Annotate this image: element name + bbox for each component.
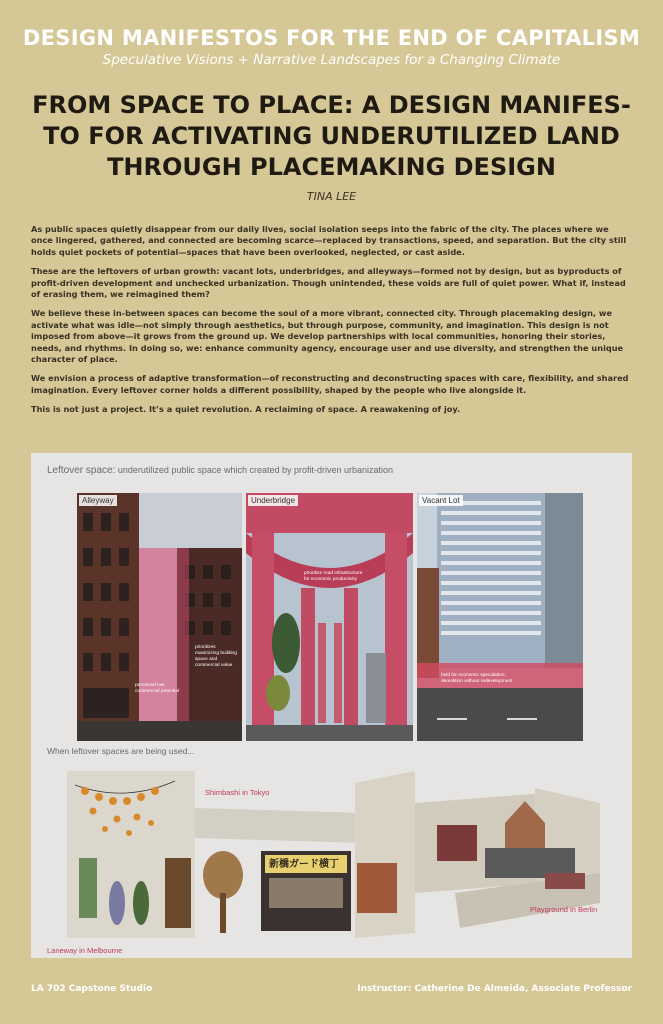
paragraph-2: These are the leftovers of urban growth: vacant lots, underbridges, and alleyways—formed not by design, but as byproducts of profit-driven development and unchecked urbanization. Though unintended, these voids are full of quiet power. What if, instead of erasing them, we reimagined them? [31, 266, 626, 300]
site-label-melbourne: Laneway in Melbourne [47, 946, 123, 955]
tokyo-sign: 新橋ガード横丁 [269, 859, 339, 870]
collage [47, 763, 605, 955]
paragraph-3: We believe these in-between spaces can become the soul of a more vibrant, connected city. Through placemaking design, we activate what was idle—not simply through aesthetics, but through purpose, community, and imagination. This design is not imposed from above—it grows from the ground up. We develop partnerships with local communities, honoring their stories, needs, and rhythms. In doing so, we: enhance community agency, encourage user and use diversity, and strengthen the unique character of place. [31, 308, 624, 365]
paragraph-4: We envision a process of adaptive transformation—of reconstructing and deconstructing spaces with care, flexibility, and shared imagination. Every leftover corner holds a different possibility, shaped by the people who live alongside it. [31, 373, 629, 395]
site-label-tokyo: Shimbashi in Tokyo [205, 788, 270, 797]
title-line-2: TO FOR ACTIVATING UNDERUTILIZED LAND [43, 122, 620, 150]
underbridge-photo [246, 493, 413, 741]
series-title: DESIGN MANIFESTOS FOR THE END OF CAPITALISM [22, 26, 641, 50]
image-panel [31, 453, 632, 958]
underbridge-tag: Underbridge [248, 495, 298, 506]
underbridge-note-1: prioritize road infrastructure for economic productivity [304, 571, 363, 582]
footer-right: Instructor: Catherine De Almeida, Associate Professor [357, 984, 632, 994]
vacant-lot-tag: Vacant Lot [419, 495, 463, 506]
author: TINA LEE [306, 190, 357, 203]
alleyway-tag: Alleyway [79, 495, 117, 506]
title-line-3: THROUGH PLACEMAKING DESIGN [107, 153, 556, 181]
underbridge-illustration [246, 493, 413, 741]
body-text [31, 224, 632, 424]
alleyway-photo [77, 493, 242, 741]
panel-heading [47, 465, 393, 476]
title-line-1: FROM SPACE TO PLACE: A DESIGN MANIFES- [32, 91, 631, 119]
vacant-lot-photo [417, 493, 583, 741]
vacant-lot-illustration [417, 493, 583, 741]
site-label-berlin: Playground in Berlin [530, 905, 598, 914]
alleyway-note-1: prioritizes maximizing building space and commercial value [195, 645, 237, 668]
panel-heading-lead: Leftover space: [47, 465, 116, 476]
collage-illustration [65, 763, 605, 943]
series-subtitle: Speculative Visions + Narrative Landscapes for a Changing Climate [102, 52, 561, 68]
used-label: When leftover spaces are being used... [47, 746, 195, 756]
paragraph-1: As public spaces quietly disappear from our daily lives, social isolation seeps into the fabric of the city. The places where we once lingered, gathered, and connected are becoming scarce—replaced by transactions, speed, and separation. But the city still holds quiet pockets of potential—spaces that have been overlooked, neglected, or cast aside. [31, 224, 627, 257]
main-title [20, 90, 643, 183]
paragraph-5: This is not just a project. It’s a quiet revolution. A reclaiming of space. A reawakening of joy. [31, 404, 461, 415]
vacant-lot-note-1: held for economic speculation; demolition without redevelopment [441, 673, 513, 684]
panel-heading-rest: underutilized public space which created by profit-driven urbanization [115, 465, 394, 475]
footer-left: LA 702 Capstone Studio [31, 984, 153, 994]
alleyway-note-2: perceived low commercial potential [135, 683, 179, 694]
alleyway-illustration [77, 493, 242, 741]
